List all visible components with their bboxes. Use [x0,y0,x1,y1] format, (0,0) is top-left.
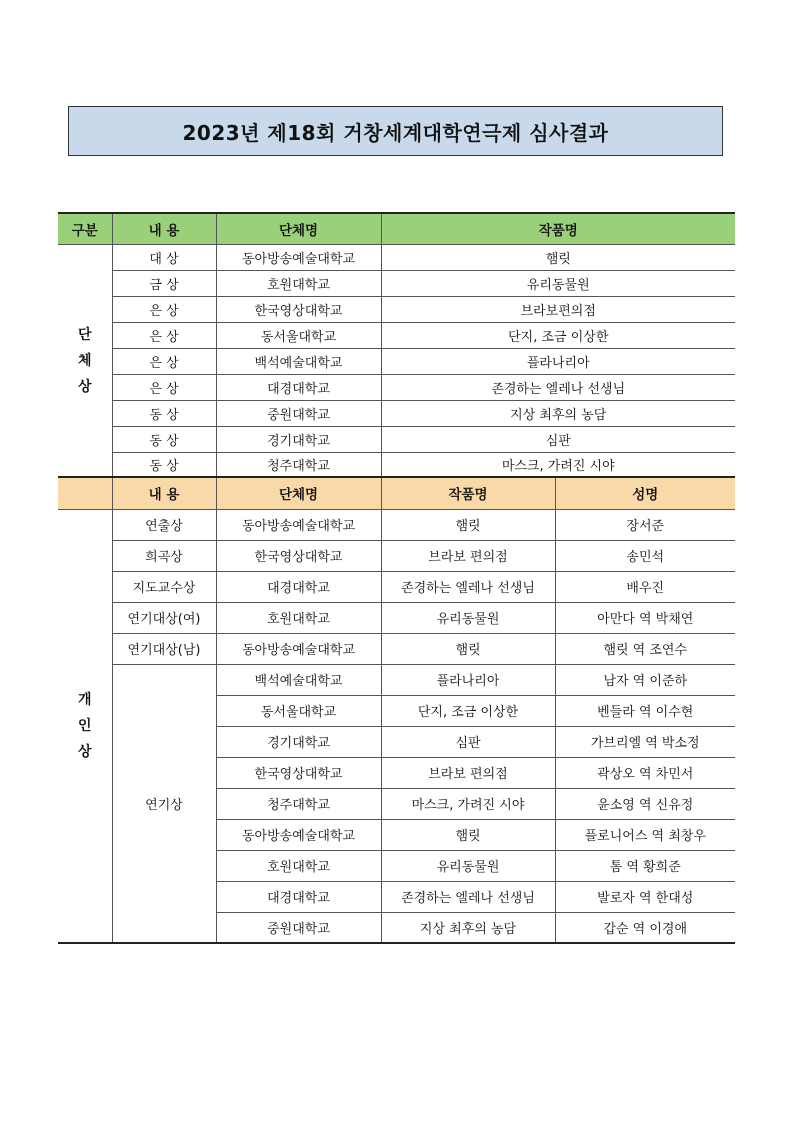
table-row [58,509,735,540]
work-cell: 유리동물원 [381,270,735,296]
table-row [58,540,735,571]
award-cell: 은 상 [112,296,216,322]
header-school: 단체명 [216,213,381,244]
award-cell: 은 상 [112,374,216,400]
work-cell: 존경하는 엘레나 선생님 [381,571,555,602]
school-cell: 백석예술대학교 [216,348,381,374]
work-cell: 단지, 조금 이상한 [381,695,555,726]
school-cell: 동아방송예술대학교 [216,633,381,664]
school-cell: 경기대학교 [216,726,381,757]
table-row [58,633,735,664]
title-box [68,106,723,156]
award-cell: 은 상 [112,322,216,348]
table-row [58,296,735,322]
name-cell: 갑순 역 이경애 [555,912,735,943]
school-cell: 청주대학교 [216,452,381,478]
page-title: 2023년 제18회 거창세계대학연극제 심사결과 [182,120,609,145]
work-cell: 단지, 조금 이상한 [381,322,735,348]
header-content: 내 용 [112,213,216,244]
table-row [58,571,735,602]
work-cell: 지상 최후의 농담 [381,912,555,943]
table-row [58,348,735,374]
school-cell: 한국영상대학교 [216,757,381,788]
name-cell: 송민석 [555,540,735,571]
award-cell: 희곡상 [112,540,216,571]
table-row [58,400,735,426]
school-cell: 한국영상대학교 [216,296,381,322]
school-cell: 대경대학교 [216,881,381,912]
table-header-row [58,213,735,244]
school-cell: 대경대학교 [216,571,381,602]
name-cell: 남자 역 이준하 [555,664,735,695]
school-cell: 호원대학교 [216,270,381,296]
work-cell: 브라보편의점 [381,296,735,322]
work-cell: 햄릿 [381,819,555,850]
name-cell: 햄릿 역 조연수 [555,633,735,664]
work-cell: 유리동물원 [381,602,555,633]
work-cell: 지상 최후의 농담 [381,400,735,426]
table-row [58,602,735,633]
name-cell: 톰 역 황희준 [555,850,735,881]
work-cell: 마스크, 가려진 시야 [381,788,555,819]
school-cell: 동서울대학교 [216,695,381,726]
school-cell: 호원대학교 [216,602,381,633]
name-cell: 아만다 역 박채연 [555,602,735,633]
school-cell: 호원대학교 [216,850,381,881]
table-row [58,664,735,695]
work-cell: 브라보 편의점 [381,757,555,788]
table-row [58,244,735,270]
name-cell: 배우진 [555,571,735,602]
award-cell: 동 상 [112,426,216,452]
award-cell: 금 상 [112,270,216,296]
school-cell: 경기대학교 [216,426,381,452]
work-cell: 심판 [381,426,735,452]
name-cell: 곽상오 역 차민서 [555,757,735,788]
name-cell: 플로니어스 역 최창우 [555,819,735,850]
table-row [58,374,735,400]
table-header-row [58,477,735,509]
header-category: 구분 [58,213,112,244]
header-work: 작품명 [381,213,735,244]
table-row [58,452,735,478]
name-cell: 발로자 역 한대성 [555,881,735,912]
award-cell: 연기대상(남) [112,633,216,664]
header-name: 성명 [555,477,735,509]
header-work: 작품명 [381,477,555,509]
school-cell: 동아방송예술대학교 [216,509,381,540]
section-label-group: 단 체 상 [58,244,112,478]
award-cell: 지도교수상 [112,571,216,602]
award-cell: 연출상 [112,509,216,540]
school-cell: 중원대학교 [216,912,381,943]
work-cell: 햄릿 [381,509,555,540]
work-cell: 심판 [381,726,555,757]
group-award-table [58,212,735,479]
work-cell: 존경하는 엘레나 선생님 [381,881,555,912]
header-blank [58,477,112,509]
header-content: 내 용 [112,477,216,509]
award-cell: 대 상 [112,244,216,270]
school-cell: 한국영상대학교 [216,540,381,571]
work-cell: 유리동물원 [381,850,555,881]
work-cell: 햄릿 [381,633,555,664]
school-cell: 백석예술대학교 [216,664,381,695]
award-cell: 동 상 [112,452,216,478]
work-cell: 존경하는 엘레나 선생님 [381,374,735,400]
name-cell: 윤소영 역 신유정 [555,788,735,819]
school-cell: 동아방송예술대학교 [216,819,381,850]
work-cell: 플라나리아 [381,348,735,374]
work-cell: 브라보 편의점 [381,540,555,571]
table-row [58,270,735,296]
school-cell: 청주대학교 [216,788,381,819]
award-cell: 은 상 [112,348,216,374]
name-cell: 가브리엘 역 박소정 [555,726,735,757]
work-cell: 햄릿 [381,244,735,270]
work-cell: 플라나리아 [381,664,555,695]
table-row [58,426,735,452]
work-cell: 마스크, 가려진 시야 [381,452,735,478]
school-cell: 동서울대학교 [216,322,381,348]
name-cell: 장서준 [555,509,735,540]
individual-award-table [58,476,735,944]
header-school: 단체명 [216,477,381,509]
award-cell: 연기대상(여) [112,602,216,633]
award-cell: 동 상 [112,400,216,426]
school-cell: 대경대학교 [216,374,381,400]
school-cell: 동아방송예술대학교 [216,244,381,270]
school-cell: 중원대학교 [216,400,381,426]
name-cell: 벤들라 역 이수현 [555,695,735,726]
table-row [58,322,735,348]
acting-award-cell: 연기상 [112,664,216,943]
section-label-individual: 개 인 상 [58,509,112,943]
